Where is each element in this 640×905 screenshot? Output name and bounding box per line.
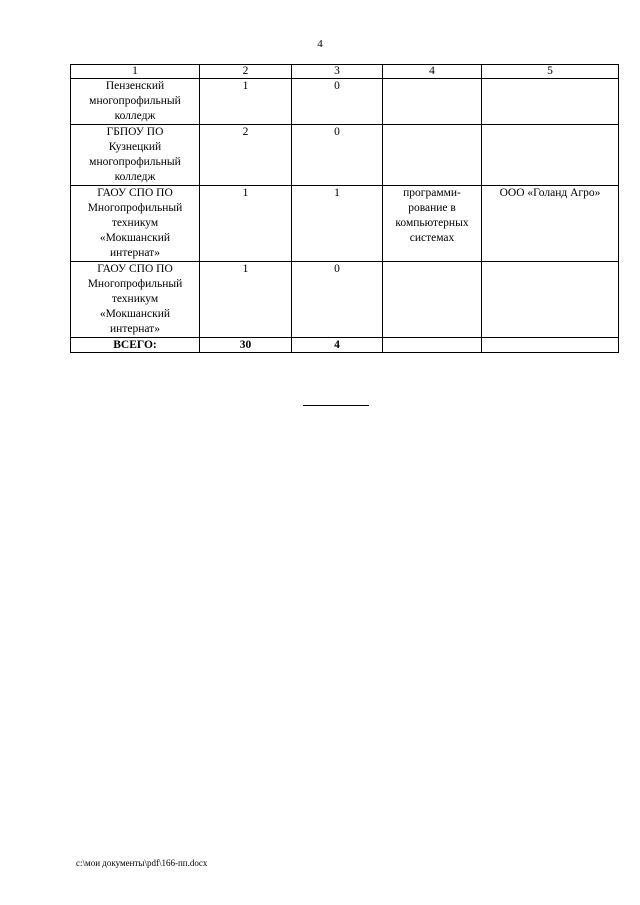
header-cell: 1	[71, 65, 200, 79]
name-line: техникум	[111, 217, 159, 229]
header-cell: 2	[200, 65, 292, 79]
specialty-cell	[383, 186, 482, 262]
total-col4	[383, 338, 482, 353]
header-cell: 4	[383, 65, 482, 79]
quota-table	[70, 64, 619, 353]
total-col2: 30	[200, 338, 292, 353]
table-row	[71, 79, 619, 125]
cell-col4	[383, 262, 482, 338]
specialty-line: компьютерных	[395, 217, 469, 229]
total-col5	[482, 338, 619, 353]
cell-col5	[482, 125, 619, 186]
cell-col3: 0	[292, 262, 383, 338]
name-line: ГАОУ СПО ПО	[97, 263, 173, 275]
name-line: техникум	[111, 293, 159, 305]
cell-col2: 2	[200, 125, 292, 186]
cell-col5	[482, 79, 619, 125]
name-line: интернат»	[110, 247, 160, 259]
cell-col5	[482, 262, 619, 338]
cell-col3: 0	[292, 125, 383, 186]
name-line: «Мокшанский	[99, 308, 171, 320]
employer-cell: ООО «Голанд Агро»	[482, 186, 619, 262]
institution-name	[71, 186, 200, 262]
name-line: Пензенский	[105, 80, 165, 92]
name-line: интернат»	[110, 323, 160, 335]
name-line: Многопрофильный	[87, 202, 183, 214]
name-line: ГБПОУ ПО	[106, 126, 164, 138]
separator-line	[303, 405, 369, 406]
institution-name	[71, 262, 200, 338]
page-number: 4	[317, 38, 323, 50]
table-row	[71, 125, 619, 186]
total-col3: 4	[292, 338, 383, 353]
specialty-line: системах	[409, 232, 455, 244]
cell-col3: 1	[292, 186, 383, 262]
name-line: Многопрофильный	[87, 278, 183, 290]
name-line: ГАОУ СПО ПО	[97, 187, 173, 199]
name-line: «Мокшанский	[99, 232, 171, 244]
specialty-line: программи-	[403, 187, 461, 199]
name-line: многопрофильный	[89, 156, 181, 168]
cell-col3: 0	[292, 79, 383, 125]
specialty-line: рование в	[408, 202, 456, 214]
cell-col2: 1	[200, 186, 292, 262]
name-line: многопрофильный	[89, 95, 181, 107]
header-row	[71, 65, 619, 79]
table-row	[71, 186, 619, 262]
cell-col2: 1	[200, 79, 292, 125]
cell-col4	[383, 125, 482, 186]
name-line: Кузнецкий	[108, 141, 162, 153]
institution-name	[71, 79, 200, 125]
file-path-footer: c:\мои документы\pdf\166-пп.docx	[76, 858, 208, 868]
total-label: ВСЕГО:	[71, 338, 200, 353]
name-line: колледж	[114, 171, 156, 183]
header-cell: 3	[292, 65, 383, 79]
cell-col4	[383, 79, 482, 125]
total-row	[71, 338, 619, 353]
name-line: колледж	[114, 110, 156, 122]
cell-col2: 1	[200, 262, 292, 338]
table-row	[71, 262, 619, 338]
header-cell: 5	[482, 65, 619, 79]
institution-name	[71, 125, 200, 186]
